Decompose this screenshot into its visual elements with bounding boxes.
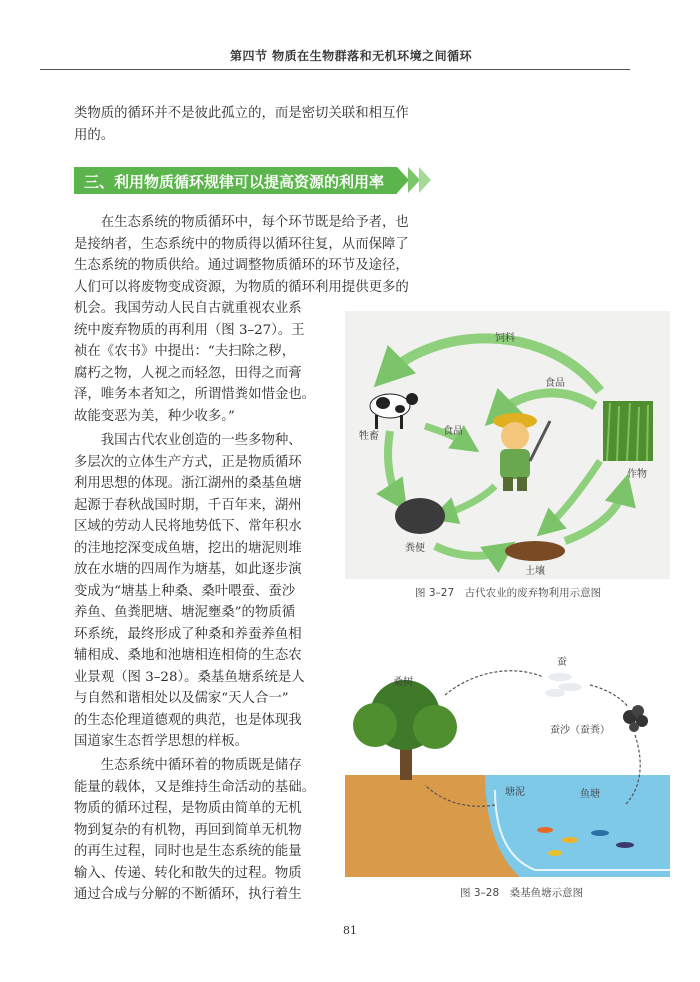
label-food-left: 食品	[443, 426, 463, 437]
crops-illustration	[603, 401, 653, 461]
text-line: 我国古代农业创造的一些多物种、	[74, 433, 302, 448]
text-line: 起源于春秋战国时期，千百年来，湖州	[74, 497, 302, 513]
text-line: 人们可以将废物变成资源，为物质的循环利用提供更多的	[74, 279, 409, 295]
intro-paragraph	[74, 103, 409, 146]
header-rule	[40, 69, 630, 70]
text-line: 国道家生态哲学思想的样板。	[74, 734, 249, 749]
text-line: 的生态伦理道德观的典范，也是体现我	[74, 712, 302, 728]
label-livestock: 牲畜	[359, 431, 379, 442]
figure-3-27-waste-reuse-diagram	[345, 311, 670, 579]
text-line: 是接纳者，生态系统中的物质得以循环往复，从而保障了	[74, 236, 409, 252]
text-line: 类物质的循环并不是彼此孤立的，而是密切关联和相互作	[74, 106, 409, 121]
text-line: 变成为“塘基上种桑、桑叶喂蚕、蚕沙	[74, 583, 296, 599]
text-line: 在生态系统的物质循环中，每个环节既是给予者，也	[74, 215, 409, 230]
label-feed: 饲料	[495, 333, 515, 344]
figure-3-28-caption: 图 3–28 桑基鱼塘示意图	[460, 887, 584, 899]
label-crops: 作物	[627, 469, 647, 480]
figure-3-28-mulberry-fishpond-diagram	[345, 655, 670, 877]
text-line: 输入、传递、转化和散失的过程。物质	[74, 865, 302, 881]
paragraph-3	[74, 755, 315, 906]
text-line: 养鱼、鱼粪肥塘、塘泥壅桑”的物质循	[74, 605, 296, 620]
text-line: 腐朽之物，人视之而轻忽，田得之而膏	[74, 365, 302, 381]
text-line: 的洼地挖深变成鱼塘，挖出的塘泥则堆	[74, 540, 302, 556]
text-line: 辅相成、桑地和池塘相连相倚的生态农	[74, 648, 302, 663]
text-line: 通过合成与分解的不断循环，执行着生	[74, 887, 302, 902]
label-silkworm: 蚕	[557, 657, 567, 668]
text-line: 生态系统中循环着的物质既是储存	[74, 758, 302, 773]
text-line: 用的。	[74, 127, 115, 143]
label-pond-mud: 塘泥	[505, 787, 525, 798]
text-line: 泽，唯务本者知之，所谓惜粪如惜金也。	[74, 387, 316, 402]
section-title: 三、利用物质循环规律可以提高资源的利用率	[84, 173, 385, 191]
chevron-arrow-icon	[419, 167, 431, 193]
text-line: 物到复杂的有机物，再回到简单无机物	[74, 822, 302, 838]
text-line: 多层次的立体生产方式，正是物质循环	[74, 454, 302, 470]
text-line: 的再生过程，同时也是生态系统的能量	[74, 844, 302, 859]
label-soil: 土壤	[525, 566, 545, 577]
text-line: 能量的载体，又是维持生命活动的基础。	[74, 779, 316, 795]
label-food-top: 食品	[545, 378, 565, 389]
text-line: 祯在《农书》中提出：“夫扫除之秽，	[74, 344, 296, 359]
label-fish-pond: 鱼塘	[580, 789, 600, 800]
label-mulberry: 桑树	[393, 677, 413, 688]
paragraph-2	[74, 430, 305, 753]
label-silkworm-droppings: 蚕沙（蚕粪）	[550, 725, 610, 736]
text-line: 放在水塘的四周作为塘基，如此逐步演	[74, 562, 302, 577]
text-line: 故能变恶为美，种少收多。”	[74, 408, 235, 424]
text-line: 机会。我国劳动人民自古就重视农业系	[74, 301, 302, 316]
text-line: 环系统，最终形成了种桑和养蚕养鱼相	[74, 626, 302, 642]
figure-3-27-caption: 图 3–27 古代农业的废弃物利用示意图	[415, 587, 602, 599]
soil-illustration	[505, 541, 565, 561]
label-manure: 粪便	[405, 543, 425, 554]
text-line: 与自然和谐相处以及儒家“天人合一”	[74, 691, 289, 706]
text-line: 区域的劳动人民将地势低下、常年积水	[74, 519, 302, 534]
text-line: 业景观（图 3–28）。桑基鱼塘系统是人	[74, 669, 305, 685]
text-line: 统中废弃物质的再利用（图 3–27）。王	[74, 322, 305, 338]
text-line: 生态系统的物质供给。通过调整物质循环的环节及途径，	[74, 258, 409, 273]
running-head: 第四节 物质在生物群落和无机环境之间循环	[230, 49, 473, 63]
text-line: 利用思想的体现。浙江湖州的桑基鱼塘	[74, 476, 302, 491]
manure-illustration	[395, 498, 445, 534]
text-line: 物质的循环过程，是物质由简单的无机	[74, 801, 302, 816]
section-heading-banner	[74, 167, 397, 194]
page-number: 81	[343, 924, 357, 937]
